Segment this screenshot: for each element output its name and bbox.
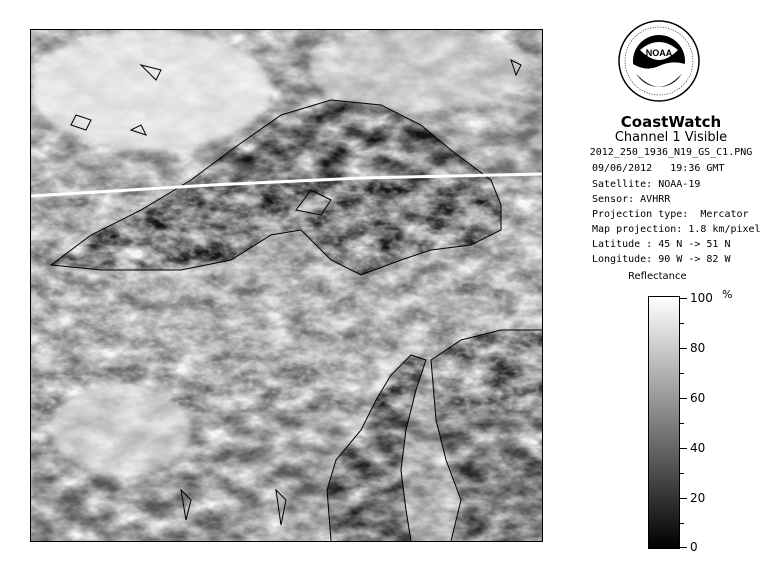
tick-major bbox=[680, 298, 687, 299]
cloud-mass-sw bbox=[51, 385, 191, 475]
legend-tick-label: 100 bbox=[690, 291, 713, 305]
cloud-mass-ne bbox=[311, 30, 531, 110]
cloud-streets bbox=[31, 180, 542, 410]
tick-major bbox=[680, 547, 687, 548]
cloud-mass-nw bbox=[31, 30, 271, 150]
logo-center-text: NOAA bbox=[645, 48, 673, 58]
legend-tick-label: 80 bbox=[690, 341, 706, 355]
legend-tick-label: 20 bbox=[690, 491, 706, 505]
legend-tick-label: 60 bbox=[690, 391, 706, 405]
tick-major bbox=[680, 398, 687, 399]
longitude-label: Longitude: 90 W -> 82 W bbox=[592, 254, 731, 265]
legend-tick-label: 0 bbox=[690, 540, 698, 554]
color-bar bbox=[648, 296, 680, 549]
product-title: CoastWatch bbox=[620, 113, 722, 131]
tick-minor bbox=[680, 473, 684, 474]
sensor-label: Sensor: AVHRR bbox=[592, 194, 671, 205]
satellite-label: Satellite: NOAA-19 bbox=[592, 179, 701, 190]
tick-minor bbox=[680, 373, 684, 374]
datetime-label: 09/06/2012 19:36 GMT bbox=[592, 163, 725, 174]
legend-title: Reflectance bbox=[628, 271, 687, 282]
tick-major bbox=[680, 448, 687, 449]
legend-unit: % bbox=[722, 288, 733, 301]
satellite-image-svg bbox=[31, 30, 542, 541]
projection-type-label: Projection type: Mercator bbox=[592, 209, 749, 220]
latitude-label: Latitude : 45 N -> 51 N bbox=[592, 239, 731, 250]
tick-major bbox=[680, 348, 687, 349]
tick-minor bbox=[680, 523, 684, 524]
tick-minor bbox=[680, 423, 684, 424]
map-projection-label: Map projection: 1.8 km/pixel bbox=[592, 224, 761, 235]
tick-major bbox=[680, 498, 687, 499]
tick-minor bbox=[680, 323, 684, 324]
filename-label: 2012_250_1936_N19_GS_C1.PNG bbox=[589, 147, 753, 158]
satellite-image bbox=[30, 29, 543, 542]
noaa-logo bbox=[618, 20, 700, 102]
legend-tick-label: 40 bbox=[690, 441, 706, 455]
channel-label: Channel 1 Visible bbox=[614, 130, 728, 145]
